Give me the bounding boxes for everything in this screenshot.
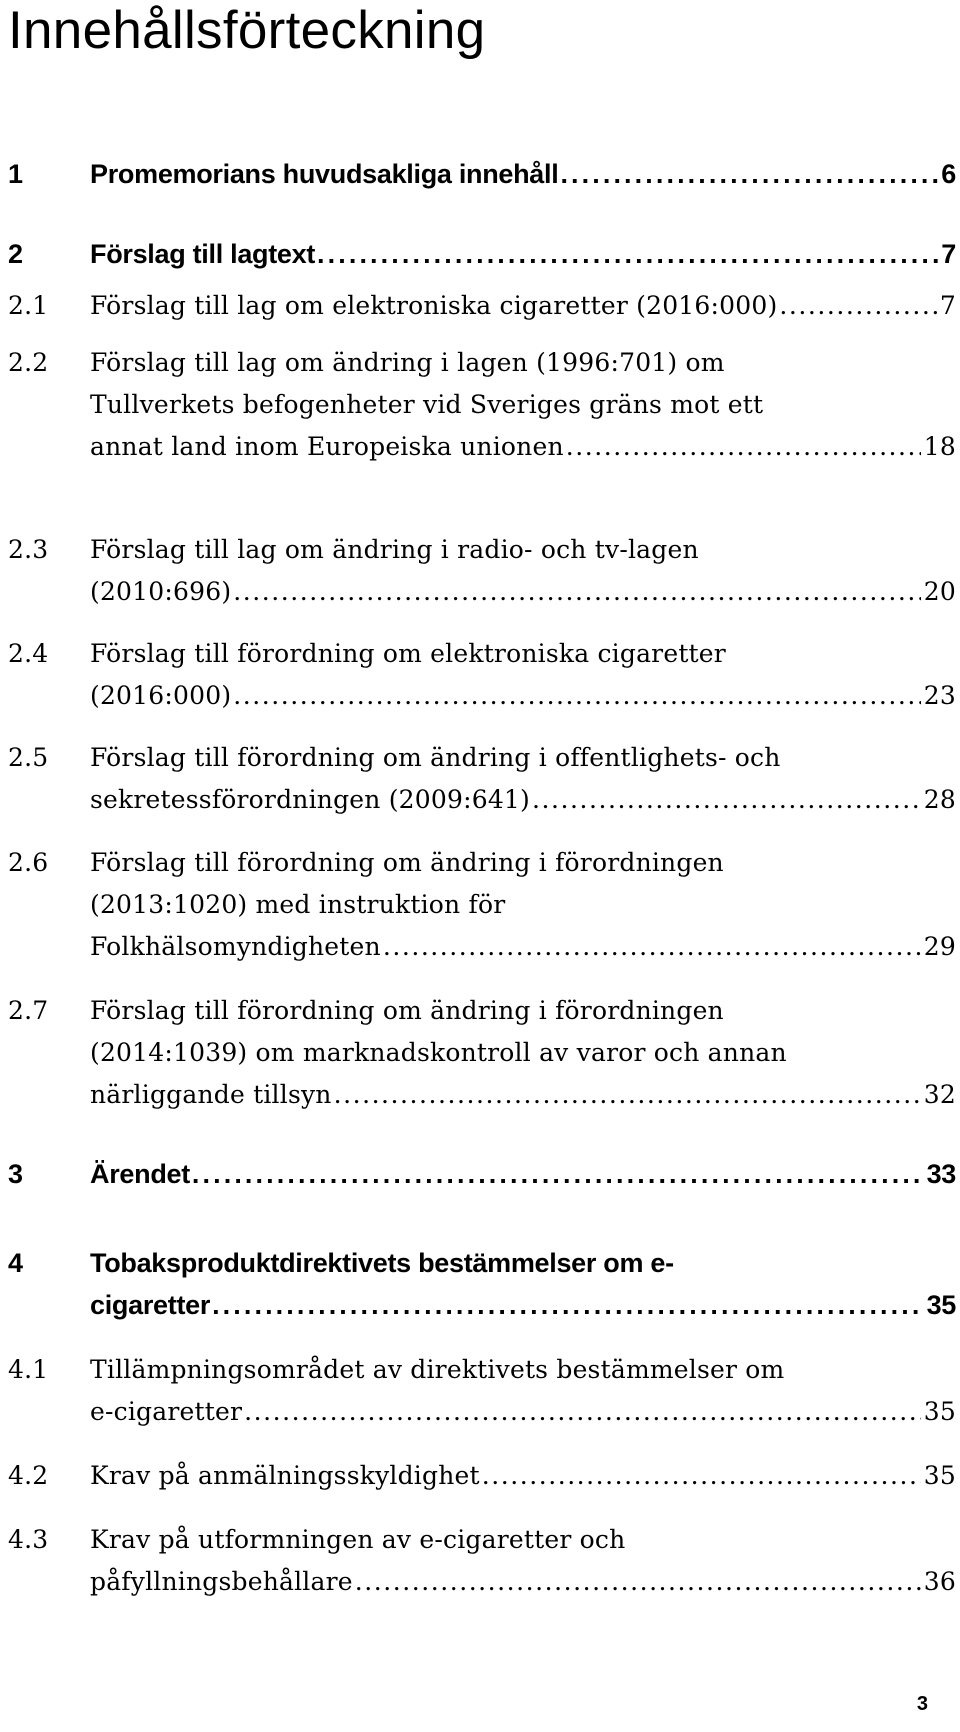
toc-entry-number: 2.1: [8, 291, 49, 320]
toc-entry-title: (2010:696): [90, 577, 232, 606]
toc-entry-title: Förslag till lag om elektroniska cigaretter (2016:000): [90, 291, 778, 320]
dot-leader: [560, 153, 938, 195]
toc-page-number: 33: [926, 1159, 956, 1189]
dot-leader: [317, 233, 938, 275]
toc-entry-title-line: Förslag till lag om ändring i radio- och tv-lagen: [90, 535, 699, 564]
dot-leader: [566, 426, 921, 468]
toc-entry-title-line: Förslag till lag om ändring i lagen (1996:701) om: [90, 348, 725, 377]
toc-entry-number: 2.4: [8, 639, 49, 668]
toc-entry-number: 4.3: [8, 1525, 49, 1554]
toc-entry-title: (2016:000): [90, 681, 232, 710]
toc-entry-title: Promemorians huvudsakliga innehåll: [90, 159, 559, 189]
toc-entry-number: 3: [8, 1159, 23, 1189]
page-number: 3: [916, 1693, 928, 1715]
dot-leader: [779, 285, 936, 327]
toc-entry-title: sekretessförordningen (2009:641): [90, 785, 530, 814]
toc-entry-title: närliggande tillsyn: [90, 1080, 332, 1109]
toc-entry-title-line: Tullverkets befogenheter vid Sveriges gräns mot ett: [90, 390, 764, 419]
toc-page-number: 23: [923, 681, 956, 710]
dot-leader: [482, 1455, 921, 1497]
toc-entry-title-line: Tobaksproduktdirektivets bestämmelser om e-: [90, 1248, 674, 1278]
toc-entry-number: 4: [8, 1248, 23, 1278]
toc-entry-title-line: (2014:1039) om marknadskontroll av varor och annan: [90, 1038, 787, 1067]
toc-page-number: 35: [923, 1461, 956, 1490]
toc-page-number: 18: [923, 432, 956, 461]
toc-entry-title: Förslag till lagtext: [90, 239, 316, 269]
toc-page-number: 35: [923, 1397, 956, 1426]
toc-entry-number: 2.2: [8, 348, 49, 377]
dot-leader: [355, 1561, 921, 1603]
toc-entry-title: cigaretter: [90, 1290, 211, 1320]
toc-page-number: 35: [926, 1290, 956, 1320]
dot-leader: [334, 1074, 921, 1116]
toc-entry-title-line: Förslag till förordning om ändring i förordningen: [90, 996, 724, 1025]
toc-entry-title: Ärendet: [90, 1159, 190, 1189]
toc-entry-title: Krav på anmälningsskyldighet: [90, 1461, 480, 1490]
dot-leader: [383, 926, 921, 968]
toc-entry-title: Folkhälsomyndigheten: [90, 932, 381, 961]
toc-page-number: 6: [941, 159, 956, 189]
dot-leader: [233, 675, 921, 717]
toc-entry-number: 2: [8, 239, 23, 269]
toc-page-number: 20: [923, 577, 956, 606]
dot-leader: [532, 779, 921, 821]
toc-entry-number: 2.3: [8, 535, 49, 564]
toc-entry-title: e-cigaretter: [90, 1397, 243, 1426]
dot-leader: [212, 1284, 924, 1326]
page-title: Innehållsförteckning: [8, 1, 486, 60]
toc-entry-title-line: Krav på utformningen av e-cigaretter och: [90, 1525, 626, 1554]
toc-entry-title-line: Förslag till förordning om elektroniska cigaretter: [90, 639, 726, 668]
dot-leader: [244, 1391, 921, 1433]
toc-entry-number: 2.6: [8, 848, 49, 877]
toc-page-number: 29: [923, 932, 956, 961]
toc-page-number: 36: [923, 1567, 956, 1596]
toc-entry-title: påfyllningsbehållare: [90, 1567, 353, 1596]
toc-entry-title-line: Förslag till förordning om ändring i offentlighets- och: [90, 743, 781, 772]
toc-entry-title: annat land inom Europeiska unionen: [90, 432, 564, 461]
toc-entry-title-line: (2013:1020) med instruktion för: [90, 890, 506, 919]
toc-entry-number: 1: [8, 159, 23, 189]
toc-page-number: 32: [923, 1080, 956, 1109]
toc-page-number: 7: [939, 291, 956, 320]
toc-page-number: 7: [941, 239, 956, 269]
dot-leader: [233, 571, 921, 613]
toc-entry-number: 4.1: [8, 1355, 49, 1384]
toc-entry-title-line: Tillämpningsområdet av direktivets bestämmelser om: [90, 1355, 785, 1384]
toc-entry-title-line: Förslag till förordning om ändring i förordningen: [90, 848, 724, 877]
toc-page-number: 28: [923, 785, 956, 814]
toc-entry-number: 4.2: [8, 1461, 49, 1490]
toc-entry-number: 2.5: [8, 743, 49, 772]
toc-entry-number: 2.7: [8, 996, 49, 1025]
dot-leader: [192, 1153, 924, 1195]
